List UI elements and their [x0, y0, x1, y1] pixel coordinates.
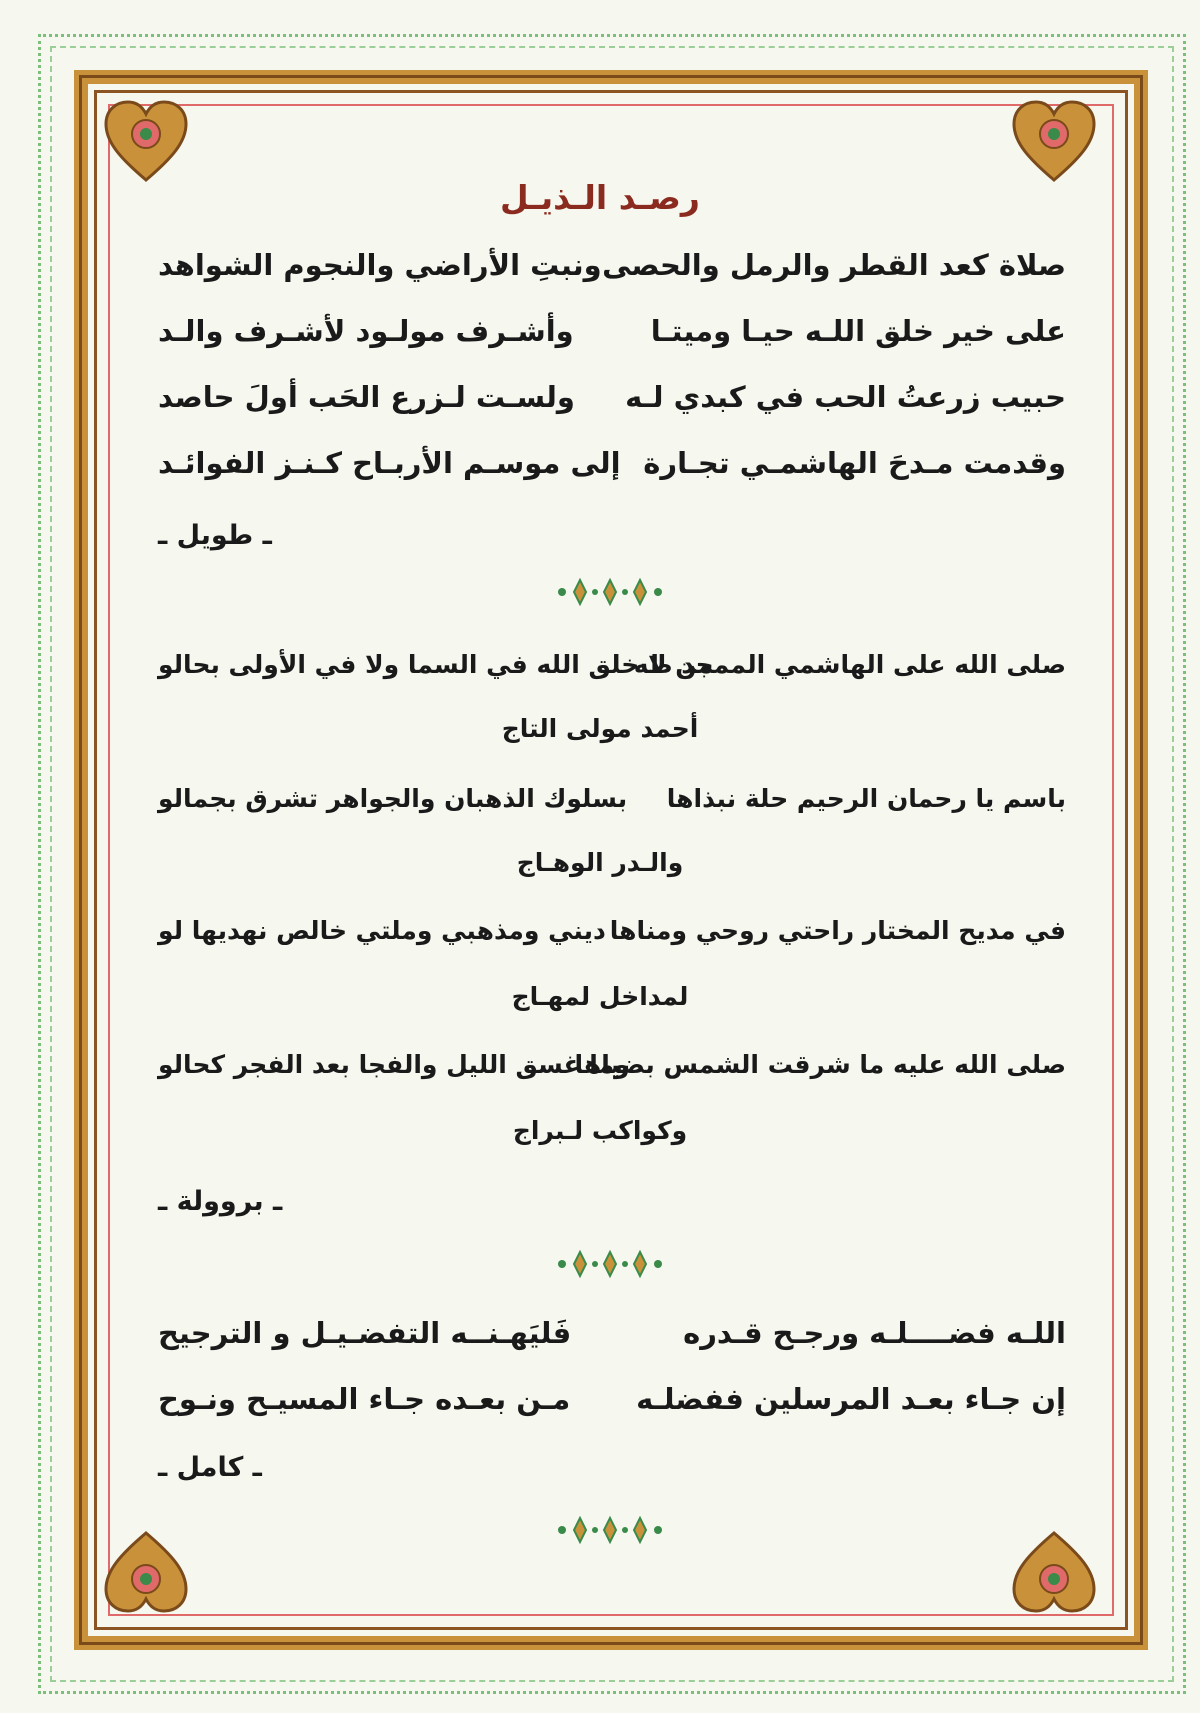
meter-label: ـ بروولة ـ [158, 1186, 283, 1217]
meter-label: ـ طويل ـ [158, 520, 272, 551]
corner-ornament-icon [100, 1525, 192, 1617]
verse-tail: لمداخل لمهـاج [511, 982, 689, 1011]
verse-left: مـن بعـده جـاء المسيـح ونـوح [158, 1382, 571, 1416]
verse-right: وقدمت مـدحَ الهاشمـي تجـارة [643, 446, 1066, 480]
verse-tail: وكواكب لـبراج [512, 1116, 688, 1145]
corner-ornament-icon [1008, 1525, 1100, 1617]
verse-right: صلاة كعد القطر والرمل والحصى [602, 248, 1066, 282]
verse-right: إن جـاء بعـد المرسلين ففضلـه [636, 1382, 1066, 1416]
verse-right: على خير خلق اللـه حيـا وميتـا [650, 314, 1066, 348]
verse-right: حبيب زرعتُ الحب في كبدي لـه [625, 380, 1066, 414]
verse-left: وأشـرف مولـود لأشـرف والـد [158, 314, 574, 348]
verse-right: صلى الله عليه ما شرقت الشمس بضياها [574, 1050, 1066, 1079]
cross-ornament-divider-icon [550, 1510, 670, 1550]
meter-label: ـ كامل ـ [158, 1452, 262, 1483]
verse-left: فَليَهـنــه التفضـيـل و الترجيح [158, 1316, 572, 1350]
verse-left: بسلوك الذهبان والجواهر تشرق بجمالو [158, 784, 628, 813]
verse-left: ونبتِ الأراضي والنجوم الشواهد [158, 248, 602, 282]
verse-right: اللـه فضــــلـه ورجـح قـدره [683, 1316, 1066, 1350]
cross-ornament-divider-icon [550, 1244, 670, 1284]
verse-right: باسم يا رحمان الرحيم حلة نبذاها [666, 784, 1066, 813]
cross-ornament-divider-icon [550, 572, 670, 612]
verse-left: ديني ومذهبي وملتي خالص نهديها لو [158, 916, 606, 945]
verse-left: من لا خلق الله في السما ولا في الأولى بحالو [158, 650, 714, 679]
corner-ornament-icon [100, 96, 192, 188]
verse-tail: والـدر الوهـاج [516, 848, 684, 877]
verse-left: وما غسق الليل والفجا بعد الفجر كحالو [158, 1050, 630, 1079]
page-title: رصـد الـذيـل [500, 178, 700, 217]
verse-left: إلى موسـم الأربـاح كـنـز الفوائـد [158, 446, 621, 480]
verse-left: ولسـت لـزرع الحَب أولَ حاصد [158, 380, 575, 414]
corner-ornament-icon [1008, 96, 1100, 188]
verse-tail: أحمد مولى التاج [501, 714, 699, 743]
verse-right: صلى الله على الهاشمي الممجد طه [633, 650, 1066, 679]
verse-right: في مديح المختار راحتي روحي ومناها [609, 916, 1066, 945]
